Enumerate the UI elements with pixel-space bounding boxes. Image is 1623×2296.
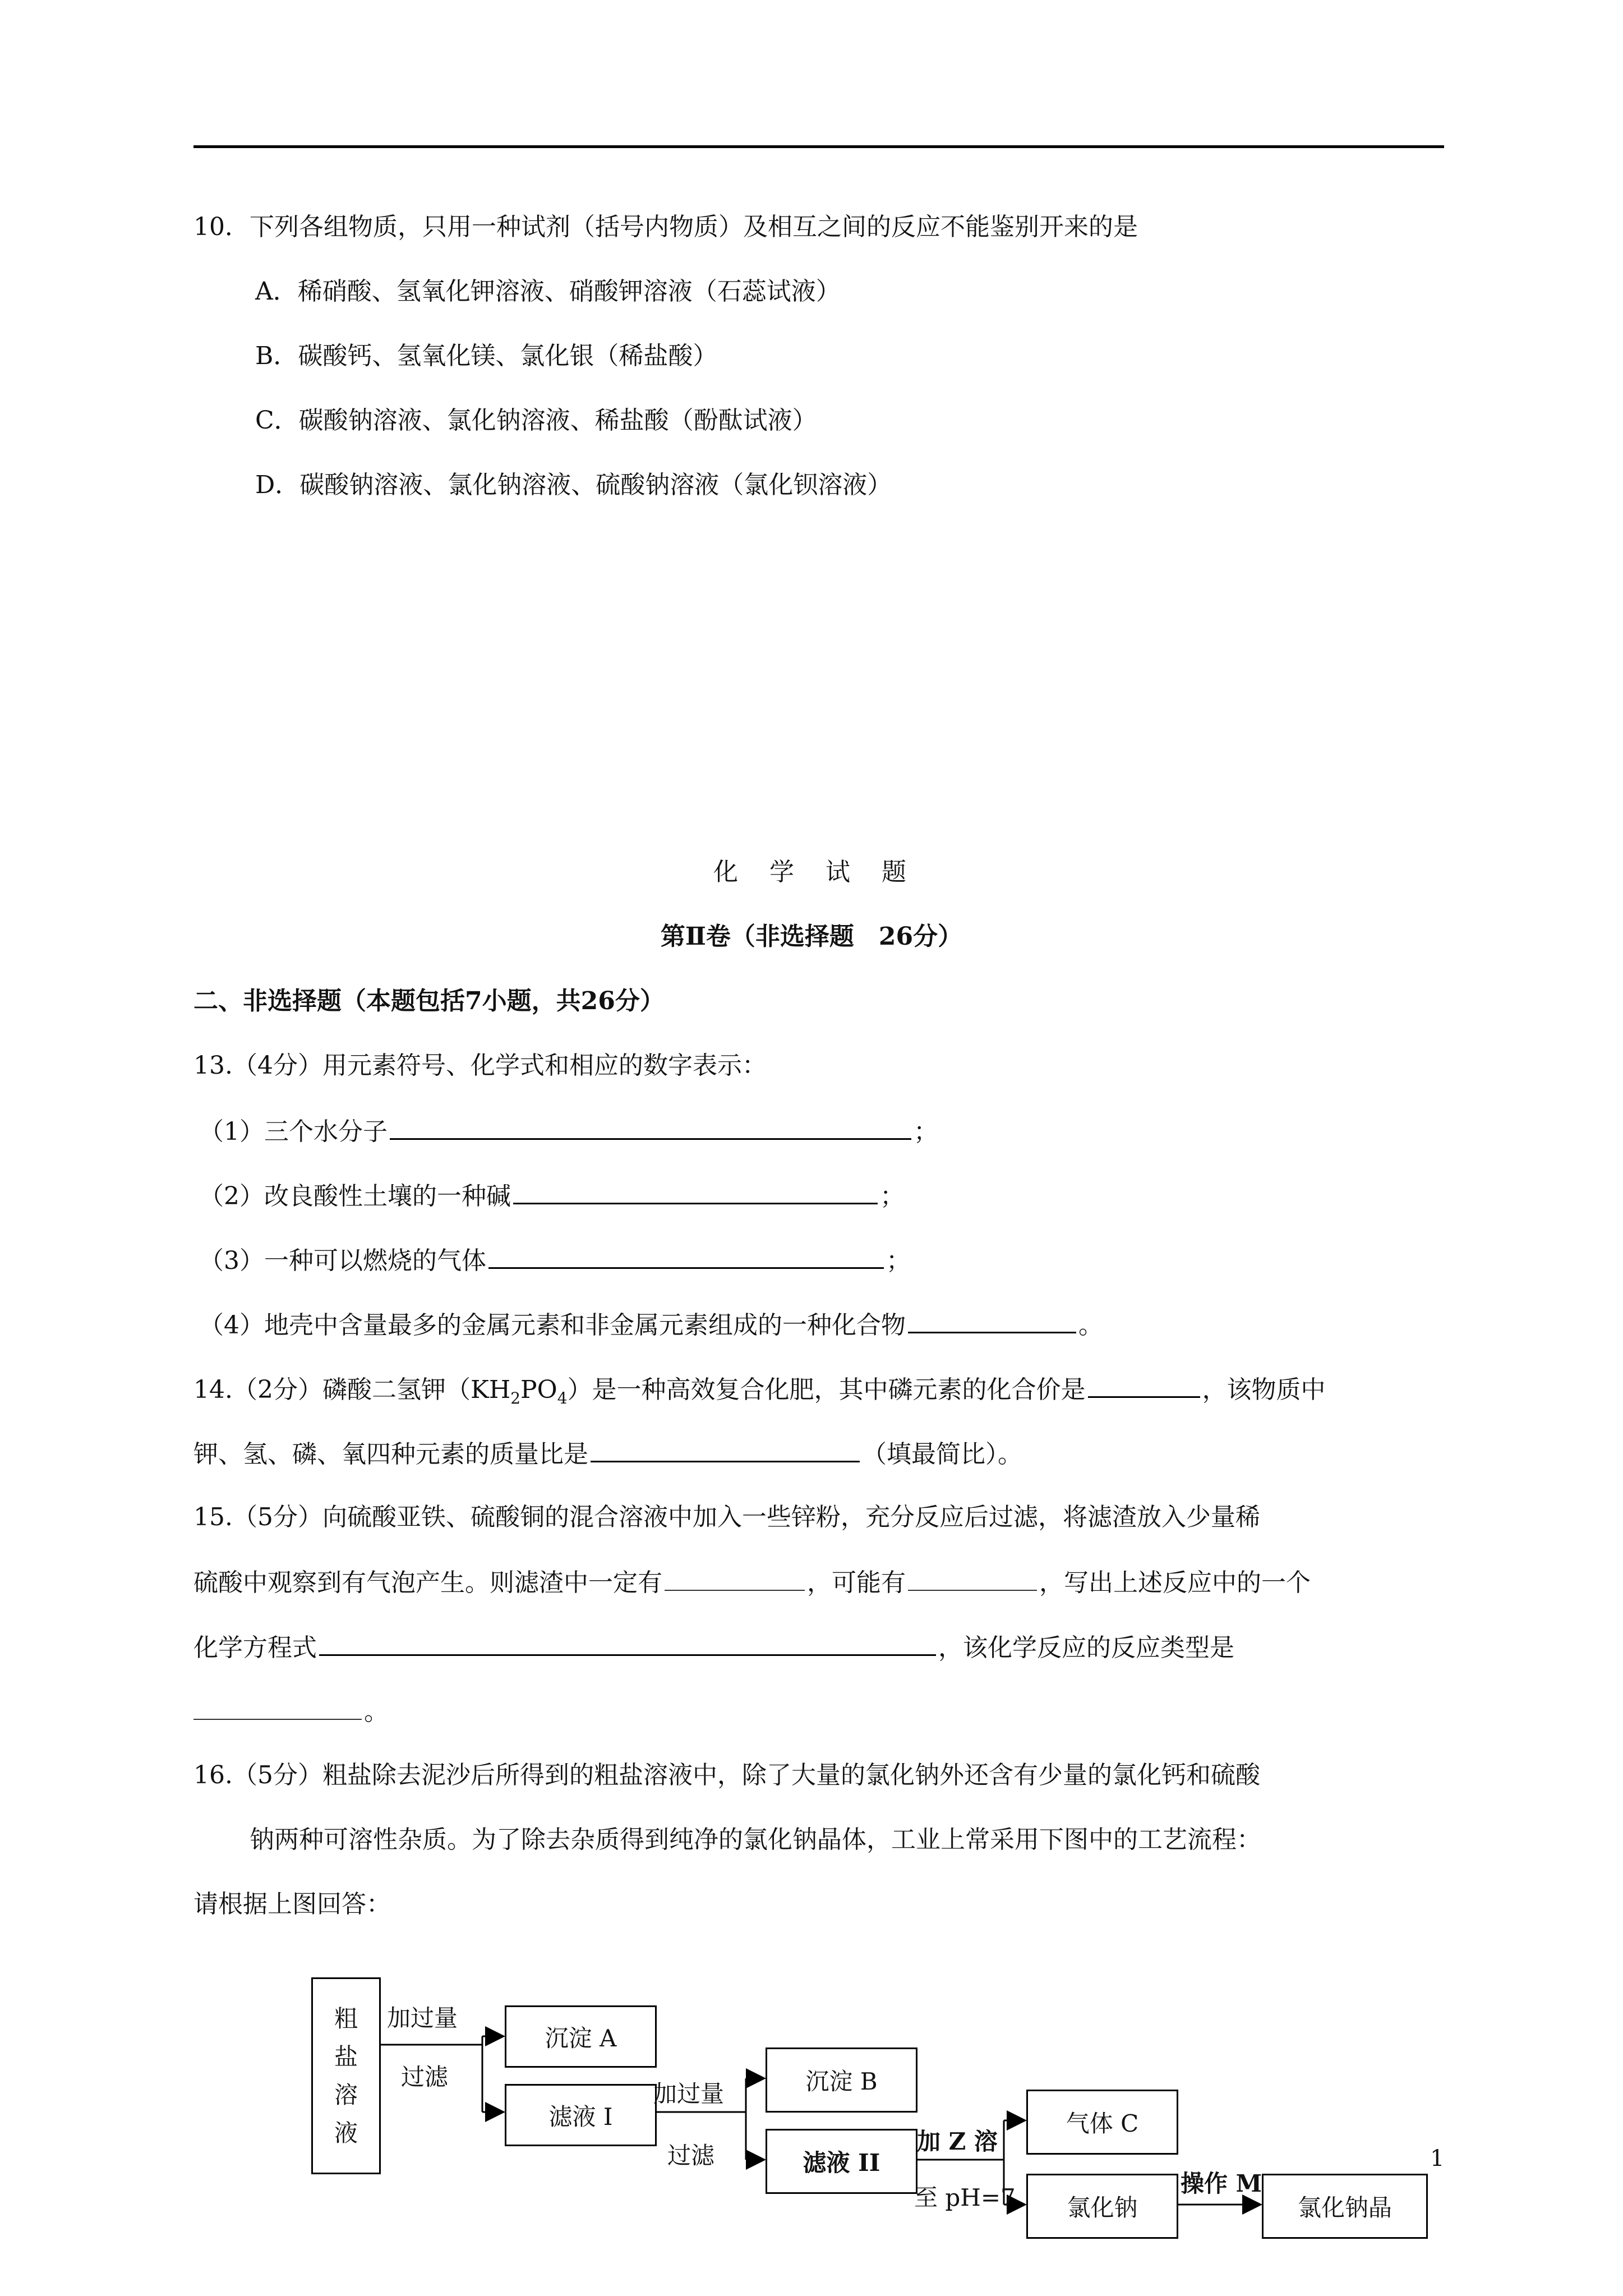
q13-item-3: （3）一种可以燃烧的气体 ；	[199, 1243, 911, 1278]
q14-line-1: 14.（2分）磷酸二氢钾$(KH_2PO_4)$是一种高效复合化肥，其中磷元素的化合价是 ，该物质中	[193, 1372, 1326, 1415]
q15-line-4: 。	[193, 1694, 389, 1729]
q14-line-2: 钾、氢、磷、氧四种元素的质量比是 （填最简比）。	[193, 1436, 1022, 1471]
section-heading: 二、非选择题（本题包括7小题，共26分）	[193, 987, 665, 1015]
q15-line-2: 硫酸中观察到有气泡产生。则滤渣中一定有 ，可能有 ，写出上述反应中的一个	[193, 1565, 1311, 1600]
q15-line-3: 化学方程式 ，该化学反应的反应类型是	[193, 1630, 1234, 1665]
volume-title: 第Ⅱ卷（非选择题 26分）	[660, 922, 963, 951]
q15-line-1: 15.（5分）向硫酸亚铁、硫酸铜的混合溶液中加入一些锌粉，充分反应后过滤，将滤渣放入少量稀	[193, 1503, 1260, 1531]
answer-blank[interactable]	[591, 1436, 860, 1462]
start-char: 粗	[334, 2004, 358, 2032]
start-char: 溶	[334, 2081, 358, 2109]
q10-stem: 10．下列各组物质，只用一种试剂（括号内物质）及相互之间的反应不能鉴别开来的是	[193, 213, 1138, 241]
gas-c-box: 气体 C	[1026, 2090, 1178, 2155]
q16-line-1: 16.（5分）粗盐除去泥沙后所得到的粗盐溶液中，除了大量的氯化钠外还含有少量的氯化钙和硫酸	[193, 1761, 1260, 1789]
crude-salt-solution-box	[311, 1977, 381, 2174]
answer-blank[interactable]	[908, 1307, 1076, 1333]
answer-blank[interactable]	[665, 1565, 805, 1591]
sodium-chloride-box: 氯化钠	[1026, 2174, 1178, 2239]
q10-option-d: D．碳酸钠溶液、氯化钠溶液、硫酸钠溶液（氯化钡溶液）	[255, 471, 892, 499]
answer-blank[interactable]	[193, 1694, 362, 1720]
answer-blank[interactable]	[488, 1243, 884, 1269]
answer-blank[interactable]	[1088, 1372, 1200, 1398]
q13-item-1: （1）三个水分子 ；	[199, 1114, 938, 1149]
answer-blank[interactable]	[908, 1565, 1037, 1591]
q13-item-2: （2）改良酸性土壤的一种碱 ；	[199, 1178, 905, 1213]
q13-stem: 13.（4分）用元素符号、化学式和相应的数字表示：	[193, 1051, 767, 1080]
answer-blank[interactable]	[513, 1178, 878, 1204]
step3-ph-label: 至 pH=7	[914, 2184, 1016, 2211]
answer-blank[interactable]	[390, 1114, 911, 1140]
q16-line-3: 请根据上图回答：	[193, 1890, 391, 1918]
start-char: 液	[334, 2119, 358, 2147]
precipitate-a-box: 沉淀 A	[505, 2005, 657, 2068]
step2-reagent-label: 加过量	[653, 2080, 725, 2108]
q16-line-2: 钠两种可溶性杂质。为了除去杂质得到纯净的氯化钠晶体，工业上常采用下图中的工艺流程：	[250, 1825, 1261, 1854]
filtrate-1-box: 滤液 I	[505, 2084, 657, 2146]
start-char: 盐	[334, 2042, 358, 2070]
process-flowchart	[303, 1952, 1481, 2221]
sodium-chloride-crystal-box: 氯化钠晶	[1262, 2174, 1428, 2239]
step1-reagent-label: 加过量	[387, 2004, 458, 2032]
section-title: 化 学 试 题	[713, 858, 910, 886]
page-number: 1	[1430, 2146, 1445, 2171]
q10-option-b: B．碳酸钙、氢氧化镁、氯化银（稀盐酸）	[255, 342, 718, 370]
operation-m-label: 操作 M	[1181, 2170, 1262, 2197]
step3-reagent-label: 加 Z 溶	[917, 2128, 998, 2155]
step2-filter-label: 过滤	[667, 2142, 715, 2169]
answer-blank[interactable]	[319, 1630, 936, 1656]
precipitate-b-box: 沉淀 B	[766, 2047, 917, 2113]
q10-option-c: C．碳酸钠溶液、氯化钠溶液、稀盐酸（酚酞试液）	[255, 406, 817, 435]
q10-option-a: A．稀硝酸、氢氧化钾溶液、硝酸钾溶液（石蕊试液）	[255, 277, 841, 306]
filtrate-2-box: 滤液 II	[766, 2129, 917, 2194]
top-rule	[193, 145, 1444, 148]
q13-item-4: （4）地壳中含量最多的金属元素和非金属元素组成的一种化合物 。	[199, 1307, 1103, 1342]
step1-filter-label: 过滤	[401, 2063, 449, 2091]
